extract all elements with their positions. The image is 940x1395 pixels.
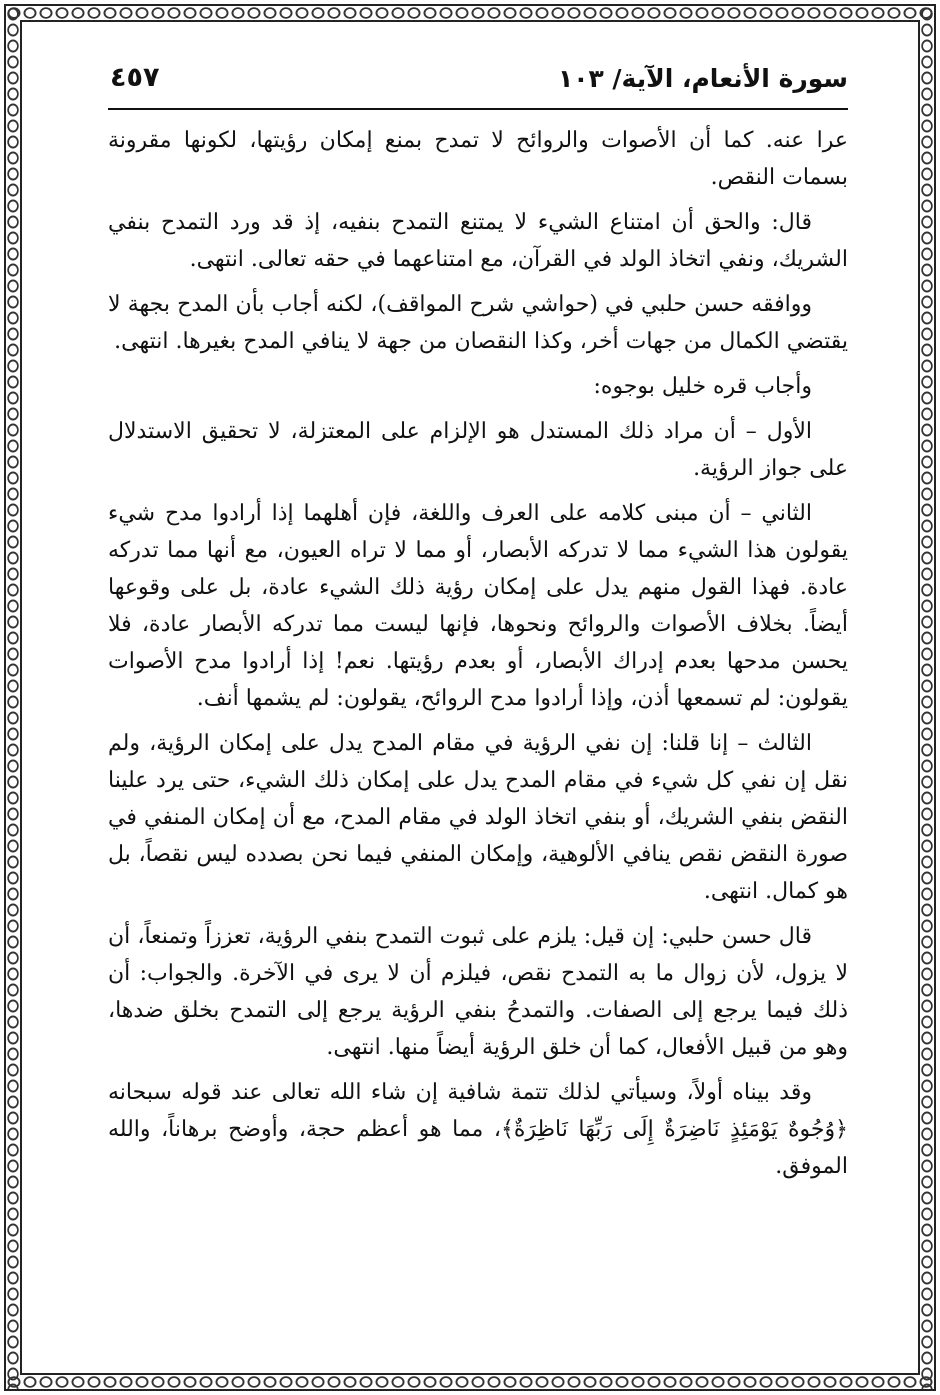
border-chain-right — [920, 6, 934, 1389]
paragraph: ووافقه حسن حلبي في (حواشي شرح المواقف)، لكنه أجاب بأن المدح بجهة لا يقتضي الكمال من جهات أخر، وكذا النقصان من جهة لا ينافي المدح بغيرها. انتهى. — [108, 292, 848, 354]
page-header — [108, 60, 848, 110]
paragraph: عرا عنه. كما أن الأصوات والروائح لا تمدح بمنع إمكان رؤيتها، لكونها مقرونة بسمات النقص. — [108, 128, 848, 190]
paragraph: وقد بيناه أولاً، وسيأتي لذلك تتمة شافية إن شاء الله تعالى عند قوله سبحانه ﴿وُجُوهٌ يَوْمَئِذٍ نَاضِرَةٌ إِلَى رَبِّهَا نَاظِرَةٌ﴾، مما هو أعظم حجة، وأوضح برهاناً، والله الموفق. — [108, 1080, 848, 1179]
paragraph: قال: والحق أن امتناع الشيء لا يمتنع التمدح بنفيه، إذ قد ورد التمدح بنفي الشريك، ونفي اتخاذ الولد في القرآن، مع امتناعهما في حقه تعالى. انتهى. — [108, 210, 848, 272]
paragraph: قال حسن حلبي: إن قيل: يلزم على ثبوت التمدح بنفي الرؤية، تعززاً وتمنعاً، أن لا يزول، لأن زوال ما به التمدح نقص، فيلزم أن لا يرى في الآخرة. والجواب: أن ذلك فيما يرجع إلى الصفات. والتمدحُ بنفي الرؤية يرجع إلى التمدح بخلق ضدها، وهو من قبيل الأفعال، كما أن خلق الرؤية أيضاً منها. انتهى. — [108, 924, 848, 1060]
body-text — [108, 122, 848, 1185]
paragraph: الثالث – إنا قلنا: إن نفي الرؤية في مقام المدح يدل على إمكان الرؤية، ولم نقل إن نفي كل شيء في مقام المدح يدل على إمكان ذلك الشيء، حتى يرد علينا النقض بنفي الشريك، أو بنفي اتخاذ الولد في مقام المدح، مع أن إمكان المنفي في صورة النقض نقص ينافي الألوهية، وإمكان المنفي فيما نحن بصدده ليس نقصاً، بل هو كمال. انتهى. — [108, 731, 848, 904]
paragraph: وأجاب قره خليل بوجوه: — [593, 374, 812, 399]
border-chain-top — [6, 6, 934, 20]
surah-title: سورة الأنعام، الآية/ ١٠٣ — [557, 64, 848, 93]
border-chain-left — [6, 6, 20, 1389]
page-number: ٤٥٧ — [110, 62, 160, 93]
book-page — [108, 60, 848, 1330]
paragraph: الثاني – أن مبنى كلامه على العرف واللغة، فإن أهلهما إذا أرادوا مدح شيء يقولون هذا الشيء مما لا تدركه الأبصار، أو مما لا تراه العيون، مع أنها مما تدركه عادة. فهذا القول منهم يدل على إمكان رؤية ذلك الشيء عادة، بل على وقوعها أيضاً. بخلاف الأصوات والروائح ونحوها، فإنها ليست مما تدركه الأبصار عادة، فلا يحسن مدحها بعدم إدراك الأبصار، أو بعدم رؤيتها. نعم! إذا أرادوا مدح الأصوات يقولون: لم تسمعها أذن، وإذا أرادوا مدح الروائح، يقولون: لم يشمها أنف. — [108, 501, 848, 711]
paragraph: الأول – أن مراد ذلك المستدل هو الإلزام على المعتزلة، لا تحقيق الاستدلال على جواز الرؤية. — [108, 419, 848, 481]
border-chain-bottom — [6, 1375, 934, 1389]
